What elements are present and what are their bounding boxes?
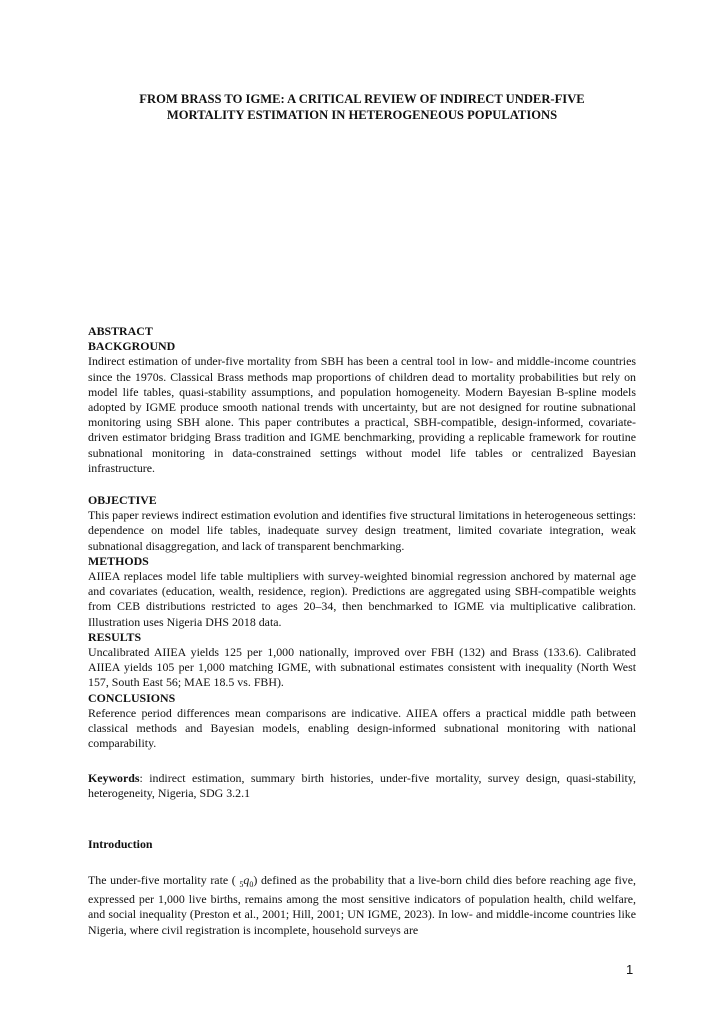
title-line-1: FROM BRASS TO IGME: A CRITICAL REVIEW OF INDIRECT UNDER-FIVE (139, 92, 585, 106)
results-text: Uncalibrated AIIEA yields 125 per 1,000 nationally, improved over FBH (132) and Brass (133.6). Calibrated AIIEA yields 105 per 1,000 matching IGME, with subnational estimates consistent with inequality (North West 157, South East 56; MAE 18.5 vs. FBH). (88, 645, 636, 690)
paper-title (88, 91, 636, 123)
page-number: 1 (626, 962, 634, 977)
title-line-2: MORTALITY ESTIMATION IN HETEROGENEOUS POPULATIONS (166, 108, 558, 122)
objective-text: This paper reviews indirect estimation evolution and identifies five structural limitations in heterogeneous settings: dependence on model life tables, inadequate survey design treatment, limited covariate integration, weak subnational disaggregation, and lack of transparent benchmarking. (88, 508, 636, 553)
background-heading: BACKGROUND (88, 339, 176, 354)
q-symbol (239, 873, 253, 887)
introduction-heading: Introduction (88, 837, 153, 851)
intro-text-rest: ) defined as the probability that a live-born child dies before reaching age five, expressed per 1,000 live births, remains among the most sensitive indicators of population health, child welfare, and social inequality (Preston et al., 2001; Hill, 2001; UN IGME, 2023). In low- and middle-income countries like Nigeria, where civil registration is incomplete, household surveys are (88, 873, 637, 937)
conclusions-text: Reference period differences mean comparisons are indicative. AIIEA offers a practical middle path between classical methods and Bayesian models, enabling design-informed subnational monitoring with national comparability. (88, 705, 636, 751)
abstract-heading: ABSTRACT (88, 324, 153, 338)
results-heading: RESULTS (88, 629, 142, 644)
objective-section (88, 493, 636, 751)
background-text: Indirect estimation of under-five mortality from SBH has been a central tool in low- and middle-income countries since the 1970s. Classical Brass methods map proportions of children dead to mortality probabilities but rely on model life tables, quasi-stability assumptions, and population homogeneity. Modern Bayesian B-spline models adopted by IGME produce smooth national trends with uncertainty, but are not designed for routine subnational monitoring using SBH alone. This paper contributes a practical, SBH-compatible, design-informed, covariate-driven estimator bridging Brass tradition and IGME benchmarking, providing a replicable framework for routine subnational monitoring in data-constrained settings without model life tables or centralized Bayesian infrastructure. (88, 354, 636, 475)
keywords-text: : indirect estimation, summary birth histories, under-five mortality, survey design, quasi-stability, heterogeneity, Nigeria, SDG 3.2.1 (88, 771, 636, 801)
q-prefix-subscript: 5 (239, 880, 244, 889)
introduction-text (88, 873, 636, 938)
intro-text-start: The under-five mortality rate ( (88, 873, 240, 887)
q-main: q (243, 873, 250, 887)
methods-heading: METHODS (88, 553, 149, 568)
methods-text: AIIEA replaces model life table multipliers with survey-weighted binomial regression anchored by maternal age and covariates (education, wealth, residence, region). Predictions are aggregated using SBH-compatible weights from CEB distributions restricted to ages 20–34, then benchmarked to IGME via multiplicative calibration. Illustration uses Nigeria DHS 2018 data. (88, 569, 636, 629)
objective-heading: OBJECTIVE (88, 493, 157, 507)
keywords-label: Keywords (88, 771, 140, 785)
keywords-paragraph (88, 771, 636, 801)
abstract-section (88, 324, 636, 476)
conclusions-heading: CONCLUSIONS (88, 690, 176, 705)
q-suffix-subscript: 0 (249, 880, 254, 889)
